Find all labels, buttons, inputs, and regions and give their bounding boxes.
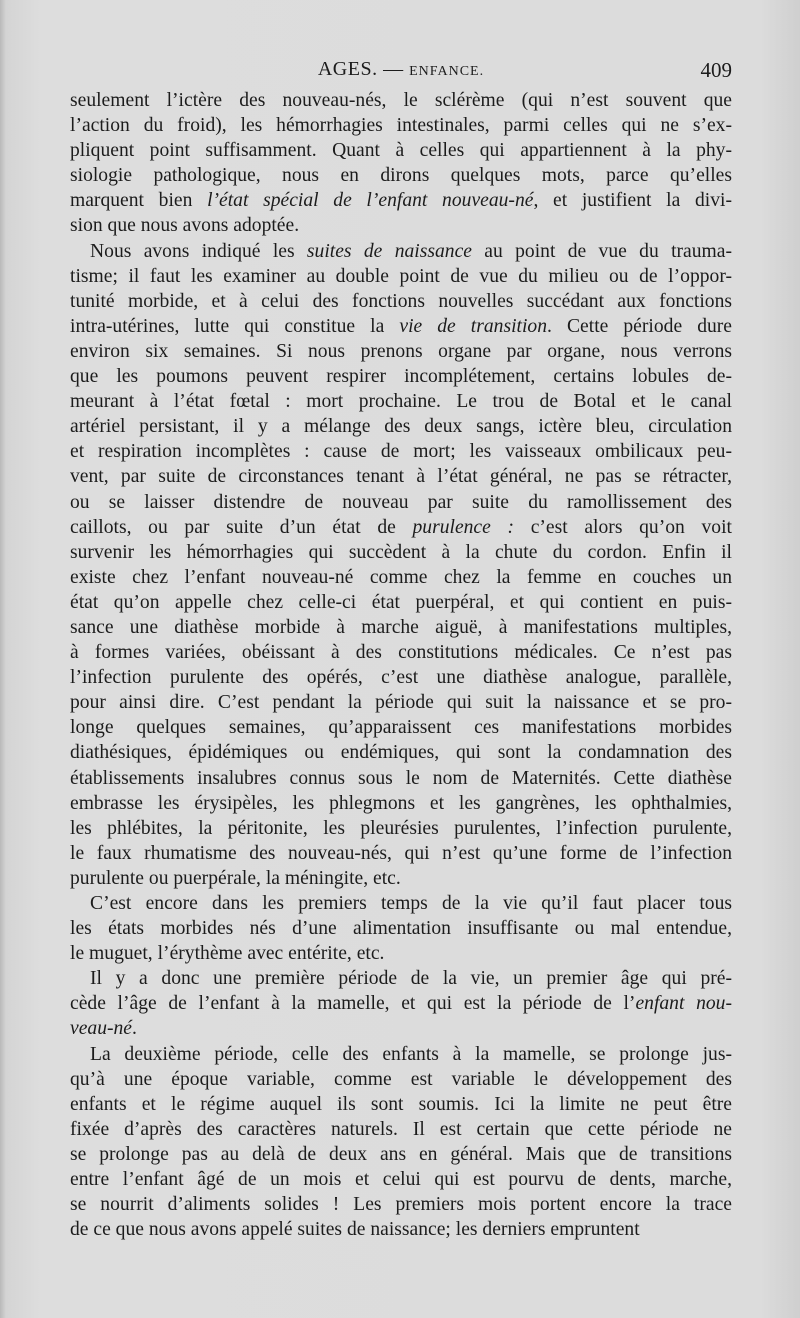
text-line (70, 640, 732, 665)
text-line (70, 866, 732, 891)
text-fragment: qu’à une époque variable, comme est variable le développement des (70, 1068, 732, 1090)
text-fragment: se prolonge pas au delà de deux ans en général. Mais que de transitions (70, 1143, 732, 1165)
text-fragment: embrasse les érysipèles, les phlegmons et les gangrènes, les ophthalmies, (70, 792, 732, 814)
text-fragment: l’action du froid), les hémorrhagies intestinales, parmi celles qui ne s’ex- (70, 115, 732, 137)
paragraph (70, 88, 732, 239)
text-fragment: siologie pathologique, nous en dirons quelques mots, parce qu’elles (70, 165, 732, 187)
text-fragment: . Cette période dure (547, 315, 732, 337)
text-line (70, 213, 732, 238)
italic-phrase: suites de naissance (306, 240, 472, 262)
text-fragment: seulement l’ictère des nouveau-nés, le sclérème (qui n’est souvent que (70, 90, 732, 111)
text-line (70, 414, 732, 439)
text-fragment: intra-utérines, lutte qui constitue la (70, 315, 400, 337)
text-line (70, 464, 732, 489)
text-fragment: environ six semaines. Si nous prenons organe par organe, nous verrons (70, 340, 732, 362)
text-line (70, 163, 732, 188)
text-fragment: caillots, ou par suite d’un état de (70, 516, 413, 538)
text-fragment: sion que nous avons adoptée. (70, 215, 300, 237)
header-subtitle: ENFANCE. (409, 64, 485, 79)
text-line (70, 264, 732, 289)
text-fragment: longe quelques semaines, qu’apparaissent ces manifestations morbides (70, 717, 732, 739)
text-line (70, 966, 732, 991)
text-fragment: enfants et le régime auquel ils sont soumis. Ici la limite ne peut être (70, 1093, 732, 1115)
text-fragment: pliquent point suffisamment. Quant à celles qui appartiennent à la phy- (70, 140, 732, 162)
body-text (70, 88, 732, 1242)
text-line (70, 138, 732, 163)
text-fragment: tisme; il faut les examiner au double point de vue du milieu ou de l’oppor- (70, 265, 732, 287)
text-fragment: au point de vue du trauma- (471, 240, 732, 262)
italic-phrase: enfant nou- (635, 993, 732, 1015)
paragraph (70, 1042, 732, 1243)
text-line (70, 389, 732, 414)
running-title (70, 58, 732, 81)
paragraph (70, 966, 732, 1041)
text-fragment: . (132, 1018, 137, 1040)
text-fragment: se nourrit d’aliments solides ! Les premiers mois portent encore la trace (70, 1194, 732, 1216)
text-line (70, 1167, 732, 1192)
text-fragment: survenir les hémorrhagies qui succèdent à la chute du cordon. Enfin il (70, 541, 732, 563)
text-line (70, 239, 732, 264)
italic-phrase: purulence : (412, 516, 515, 538)
text-fragment: entre l’enfant âgé de un mois et celui qui est pourvu de dents, marche, (70, 1169, 732, 1191)
text-line (70, 590, 732, 615)
paragraph (70, 891, 732, 966)
text-line (70, 1042, 732, 1067)
text-line (70, 1217, 732, 1242)
text-line (70, 565, 732, 590)
italic-phrase: veau-né (70, 1018, 133, 1040)
text-fragment: l’infection purulente des opérés, c’est une diathèse analogue, parallèle, (70, 667, 732, 689)
text-fragment: sance une diathèse morbide à marche aiguë, à manifestations multiples, (70, 616, 732, 638)
text-fragment: le faux rhumatisme des nouveau-nés, qui n’est qu’une forme de l’infection (70, 842, 732, 864)
text-line (70, 991, 732, 1016)
text-fragment: purulente ou puerpérale, la méningite, etc. (70, 867, 401, 889)
header-title: AGES. (317, 58, 378, 80)
text-line (70, 113, 732, 138)
text-fragment: à formes variées, obéissant à des constitutions médicales. Ce n’est pas (70, 642, 732, 664)
text-line (70, 816, 732, 841)
text-line (70, 289, 732, 314)
text-line (70, 339, 732, 364)
text-fragment: état qu’on appelle chez celle-ci état puerpéral, et qui contient en puis- (70, 591, 732, 613)
text-line (70, 791, 732, 816)
text-line (70, 364, 732, 389)
text-fragment: , et justifient la divi- (533, 190, 732, 212)
text-line (70, 615, 732, 640)
text-line (70, 188, 732, 213)
text-line (70, 1016, 732, 1041)
text-line (70, 540, 732, 565)
text-line (70, 891, 732, 916)
text-fragment: Nous avons indiqué les (90, 240, 307, 262)
text-fragment: existe chez l’enfant nouveau-né comme chez la femme en couches un (70, 566, 732, 588)
text-fragment: que les poumons peuvent respirer incomplétement, certains lobules de- (70, 366, 732, 388)
text-fragment: vent, par suite de circonstances tenant à l’état général, ne pas se rétracter, (70, 466, 732, 488)
text-fragment: les états morbides nés d’une alimentation insuffisante ou mal entendue, (70, 918, 732, 940)
text-line (70, 1092, 732, 1117)
text-line (70, 690, 732, 715)
text-line (70, 665, 732, 690)
text-line (70, 490, 732, 515)
text-line (70, 841, 732, 866)
italic-phrase: l’état spécial de l’enfant nouveau-né (207, 190, 534, 212)
text-fragment: pour ainsi dire. C’est pendant la période qui suit la naissance et se pro- (70, 692, 732, 714)
text-fragment: artériel persistant, il y a mélange des deux sangs, ictère bleu, circulation (70, 416, 732, 438)
text-fragment: établissements insalubres connus sous le nom de Maternités. Cette diathèse (70, 767, 732, 789)
text-line (70, 740, 732, 765)
text-line (70, 88, 732, 113)
paragraph (70, 239, 732, 891)
text-line (70, 766, 732, 791)
text-fragment: de ce que nous avons appelé suites de naissance; les derniers empruntent (70, 1219, 640, 1241)
text-fragment: Il y a donc une première période de la vie, un premier âge qui pré- (90, 968, 732, 990)
text-fragment: et respiration incomplètes : cause de mort; les vaisseaux ombilicaux peu- (70, 441, 732, 463)
text-fragment: marquent bien (70, 190, 208, 212)
text-fragment: fixée d’après des caractères naturels. Il est certain que cette période ne (70, 1118, 732, 1140)
text-fragment: cède l’âge de l’enfant à la mamelle, et qui est la période de l’ (70, 993, 636, 1015)
text-fragment: La deuxième période, celle des enfants à la mamelle, se prolonge jus- (90, 1043, 732, 1065)
text-line (70, 715, 732, 740)
text-fragment: ou se laisser distendre de nouveau par suite du ramollissement des (70, 491, 732, 513)
text-line (70, 515, 732, 540)
running-header (70, 58, 732, 86)
text-line (70, 1067, 732, 1092)
text-line (70, 314, 732, 339)
text-line (70, 1142, 732, 1167)
text-fragment: diathésiques, épidémiques ou endémiques, qui sont la condamnation des (70, 742, 732, 764)
header-dash: — (383, 58, 404, 80)
text-fragment: le muguet, l’érythème avec entérite, etc. (70, 943, 385, 965)
text-fragment: c’est alors qu’on voit (514, 516, 732, 538)
text-line (70, 439, 732, 464)
text-fragment: tunité morbide, et à celui des fonctions nouvelles succédant aux fonctions (70, 290, 732, 312)
text-line (70, 941, 732, 966)
text-fragment: les phlébites, la péritonite, les pleurésies purulentes, l’infection purulente, (70, 817, 732, 839)
text-fragment: C’est encore dans les premiers temps de la vie qu’il faut placer tous (90, 893, 732, 914)
text-line (70, 1192, 732, 1217)
italic-phrase: vie de transition (399, 315, 548, 337)
page-number: 409 (700, 58, 732, 82)
text-fragment: meurant à l’état fœtal : mort prochaine. Le trou de Botal et le canal (70, 391, 732, 413)
text-line (70, 916, 732, 941)
text-line (70, 1117, 732, 1142)
